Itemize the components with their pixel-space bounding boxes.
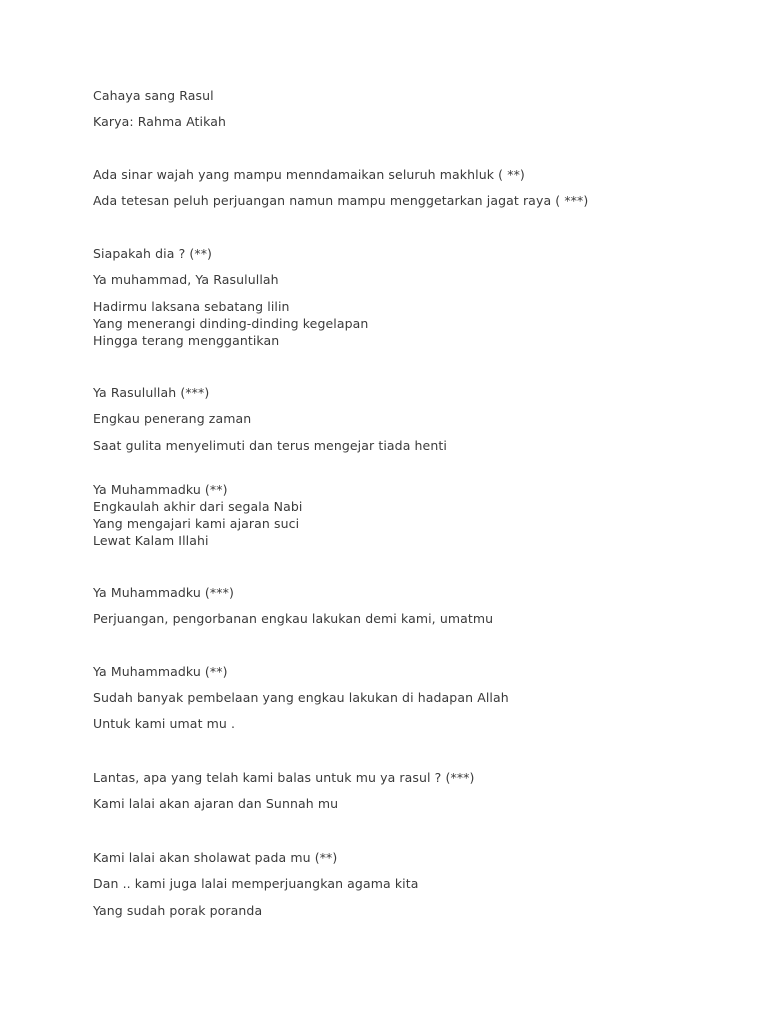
poem-line: Ada sinar wajah yang mampu menndamaikan seluruh makhluk ( **) bbox=[93, 167, 525, 182]
poem-line: Lewat Kalam Illahi bbox=[93, 533, 209, 548]
poem-line: Ya Muhammadku (**) bbox=[93, 664, 228, 679]
poem-line: Hadirmu laksana sebatang lilin bbox=[93, 299, 290, 314]
poem-line: Kami lalai akan ajaran dan Sunnah mu bbox=[93, 796, 339, 811]
poem-line: Hingga terang menggantikan bbox=[93, 333, 280, 348]
poem-line: Engkaulah akhir dari segala Nabi bbox=[93, 499, 303, 514]
poem-line: Yang menerangi dinding-dinding kegelapan bbox=[93, 316, 369, 331]
poem-line: Saat gulita menyelimuti dan terus mengejar tiada henti bbox=[93, 438, 447, 453]
poem-line: Ya muhammad, Ya Rasulullah bbox=[93, 272, 279, 287]
poem-line: Dan .. kami juga lalai memperjuangkan agama kita bbox=[93, 876, 419, 891]
poem-author: Karya: Rahma Atikah bbox=[93, 114, 227, 129]
poem-line: Kami lalai akan sholawat pada mu (**) bbox=[93, 850, 338, 865]
poem-line: Yang mengajari kami ajaran suci bbox=[93, 516, 300, 531]
poem-line: Engkau penerang zaman bbox=[93, 411, 252, 426]
poem-title: Cahaya sang Rasul bbox=[93, 88, 214, 103]
poem-line: Sudah banyak pembelaan yang engkau lakukan di hadapan Allah bbox=[93, 690, 509, 705]
poem-line: Lantas, apa yang telah kami balas untuk mu ya rasul ? (***) bbox=[93, 770, 475, 785]
poem-line: Siapakah dia ? (**) bbox=[93, 246, 213, 261]
poem-line: Yang sudah porak poranda bbox=[93, 903, 263, 918]
poem-line: Ya Rasulullah (***) bbox=[93, 385, 210, 400]
poem-line: Perjuangan, pengorbanan engkau lakukan demi kami, umatmu bbox=[93, 611, 494, 626]
poem-line: Ada tetesan peluh perjuangan namun mampu menggetarkan jagat raya ( ***) bbox=[93, 193, 589, 208]
poem-line: Untuk kami umat mu . bbox=[93, 716, 236, 731]
poem-line: Ya Muhammadku (**) bbox=[93, 482, 228, 497]
poem-line: Ya Muhammadku (***) bbox=[93, 585, 234, 600]
